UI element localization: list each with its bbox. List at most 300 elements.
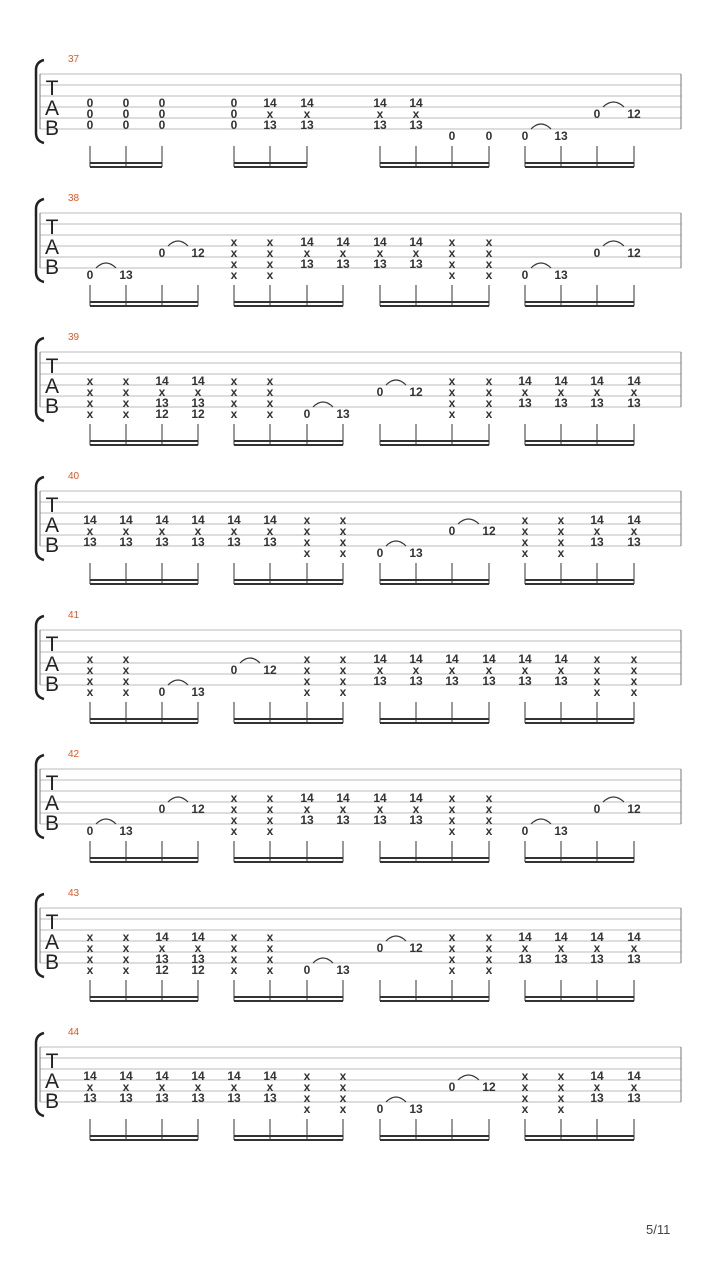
tab-system-42 bbox=[36, 749, 681, 863]
dead-note: x bbox=[230, 963, 238, 977]
dead-note: x bbox=[593, 1080, 601, 1094]
fret-number: 14 bbox=[227, 513, 241, 527]
fret-number: 13 bbox=[554, 268, 568, 282]
fret-number: 13 bbox=[627, 952, 641, 966]
dead-note: x bbox=[266, 107, 274, 121]
tie-arc bbox=[458, 519, 479, 524]
tab-clef-letter: B bbox=[44, 673, 60, 696]
dead-note: x bbox=[557, 1102, 565, 1116]
dead-note: x bbox=[339, 1102, 347, 1116]
dead-note: x bbox=[86, 941, 94, 955]
fret-number: 13 bbox=[155, 952, 169, 966]
fret-number: 12 bbox=[191, 407, 205, 421]
dead-note: x bbox=[448, 813, 456, 827]
fret-number: 14 bbox=[518, 930, 532, 944]
dead-note: x bbox=[303, 685, 311, 699]
fret-number: 0 bbox=[376, 941, 384, 955]
fret-number: 0 bbox=[158, 802, 166, 816]
beam-secondary bbox=[234, 444, 343, 446]
dead-note: x bbox=[86, 524, 94, 538]
dead-note: x bbox=[448, 374, 456, 388]
beam-secondary bbox=[90, 305, 198, 307]
dead-note: x bbox=[230, 235, 238, 249]
dead-note: x bbox=[194, 941, 202, 955]
dead-note: x bbox=[485, 824, 493, 838]
dead-note: x bbox=[339, 685, 347, 699]
dead-note: x bbox=[448, 268, 456, 282]
tie-arc bbox=[240, 658, 260, 663]
dead-note: x bbox=[593, 663, 601, 677]
dead-note: x bbox=[303, 1102, 311, 1116]
dead-note: x bbox=[303, 674, 311, 688]
dead-note: x bbox=[521, 1080, 529, 1094]
dead-note: x bbox=[630, 663, 638, 677]
dead-note: x bbox=[86, 674, 94, 688]
dead-note: x bbox=[339, 246, 347, 260]
dead-note: x bbox=[122, 930, 130, 944]
fret-number: 14 bbox=[83, 1069, 97, 1083]
fret-number: 0 bbox=[158, 246, 166, 260]
fret-number: 14 bbox=[155, 513, 169, 527]
beam-primary bbox=[234, 579, 343, 581]
beam-primary bbox=[380, 579, 489, 581]
fret-number: 13 bbox=[336, 257, 350, 271]
fret-number: 13 bbox=[191, 396, 205, 410]
beam-secondary bbox=[90, 1000, 198, 1002]
dead-note: x bbox=[485, 246, 493, 260]
fret-number: 0 bbox=[122, 118, 130, 132]
beam-secondary bbox=[525, 444, 634, 446]
fret-number: 14 bbox=[590, 930, 604, 944]
fret-number: 0 bbox=[593, 802, 601, 816]
fret-number: 13 bbox=[409, 674, 423, 688]
tab-clef-letter: T bbox=[45, 77, 59, 100]
dead-note: x bbox=[339, 674, 347, 688]
beam-secondary bbox=[90, 861, 198, 863]
beam-primary bbox=[380, 1135, 489, 1137]
beam-secondary bbox=[525, 722, 634, 724]
dead-note: x bbox=[266, 952, 274, 966]
beam-primary bbox=[525, 996, 634, 998]
dead-note: x bbox=[230, 941, 238, 955]
dead-note: x bbox=[593, 674, 601, 688]
beam-secondary bbox=[525, 583, 634, 585]
dead-note: x bbox=[230, 374, 238, 388]
fret-number: 14 bbox=[263, 1069, 277, 1083]
fret-number: 13 bbox=[191, 685, 205, 699]
dead-note: x bbox=[521, 535, 529, 549]
dead-note: x bbox=[86, 396, 94, 410]
dead-note: x bbox=[122, 963, 130, 977]
fret-number: 13 bbox=[263, 535, 277, 549]
beam-secondary bbox=[525, 305, 634, 307]
tab-clef-letter: B bbox=[44, 256, 60, 279]
dead-note: x bbox=[630, 685, 638, 699]
fret-number: 14 bbox=[445, 652, 459, 666]
dead-note: x bbox=[485, 407, 493, 421]
beam-secondary bbox=[90, 166, 162, 168]
beam-primary bbox=[90, 996, 198, 998]
dead-note: x bbox=[485, 941, 493, 955]
dead-note: x bbox=[158, 524, 166, 538]
fret-number: 14 bbox=[554, 930, 568, 944]
dead-note: x bbox=[485, 235, 493, 249]
tie-arc bbox=[531, 819, 551, 824]
measure-number: 41 bbox=[68, 610, 80, 621]
dead-note: x bbox=[521, 385, 529, 399]
fret-number: 14 bbox=[191, 1069, 205, 1083]
dead-note: x bbox=[448, 385, 456, 399]
tab-clef-letter: A bbox=[44, 514, 60, 537]
dead-note: x bbox=[339, 513, 347, 527]
beam-primary bbox=[234, 996, 343, 998]
dead-note: x bbox=[593, 652, 601, 666]
dead-note: x bbox=[230, 952, 238, 966]
dead-note: x bbox=[86, 685, 94, 699]
tab-system-39 bbox=[36, 332, 681, 446]
dead-note: x bbox=[376, 246, 384, 260]
dead-note: x bbox=[485, 396, 493, 410]
fret-number: 14 bbox=[518, 374, 532, 388]
dead-note: x bbox=[521, 941, 529, 955]
dead-note: x bbox=[230, 396, 238, 410]
fret-number: 0 bbox=[86, 107, 94, 121]
beam-primary bbox=[90, 301, 198, 303]
dead-note: x bbox=[448, 396, 456, 410]
fret-number: 14 bbox=[336, 791, 350, 805]
beam-primary bbox=[234, 162, 307, 164]
dead-note: x bbox=[122, 674, 130, 688]
dead-note: x bbox=[339, 535, 347, 549]
beam-secondary bbox=[380, 444, 489, 446]
tie-arc bbox=[603, 241, 624, 246]
fret-number: 14 bbox=[227, 1069, 241, 1083]
fret-number: 12 bbox=[155, 963, 169, 977]
fret-number: 14 bbox=[482, 652, 496, 666]
tab-system-40 bbox=[36, 471, 681, 585]
tie-arc bbox=[458, 1075, 479, 1080]
dead-note: x bbox=[521, 524, 529, 538]
dead-note: x bbox=[485, 963, 493, 977]
fret-number: 14 bbox=[191, 930, 205, 944]
dead-note: x bbox=[339, 524, 347, 538]
dead-note: x bbox=[230, 813, 238, 827]
fret-number: 12 bbox=[482, 1080, 496, 1094]
beam-secondary bbox=[234, 861, 343, 863]
fret-number: 14 bbox=[518, 652, 532, 666]
dead-note: x bbox=[448, 407, 456, 421]
fret-number: 14 bbox=[336, 235, 350, 249]
fret-number: 13 bbox=[554, 952, 568, 966]
dead-note: x bbox=[86, 385, 94, 399]
fret-number: 13 bbox=[263, 118, 277, 132]
dead-note: x bbox=[266, 941, 274, 955]
fret-number: 14 bbox=[627, 930, 641, 944]
fret-number: 14 bbox=[155, 374, 169, 388]
dead-note: x bbox=[339, 663, 347, 677]
dead-note: x bbox=[122, 941, 130, 955]
beam-primary bbox=[525, 162, 634, 164]
dead-note: x bbox=[593, 685, 601, 699]
fret-number: 14 bbox=[300, 96, 314, 110]
dead-note: x bbox=[266, 396, 274, 410]
beam-secondary bbox=[234, 583, 343, 585]
fret-number: 13 bbox=[263, 1091, 277, 1105]
dead-note: x bbox=[485, 813, 493, 827]
dead-note: x bbox=[122, 1080, 130, 1094]
fret-number: 12 bbox=[409, 385, 423, 399]
beam-secondary bbox=[90, 722, 198, 724]
tab-clef-letter: A bbox=[44, 792, 60, 815]
dead-note: x bbox=[230, 385, 238, 399]
fret-number: 13 bbox=[191, 952, 205, 966]
beam-primary bbox=[90, 1135, 198, 1137]
dead-note: x bbox=[230, 524, 238, 538]
tab-clef-letter: T bbox=[45, 772, 59, 795]
tie-arc bbox=[531, 124, 551, 129]
dead-note: x bbox=[230, 407, 238, 421]
dead-note: x bbox=[593, 524, 601, 538]
fret-number: 12 bbox=[191, 246, 205, 260]
fret-number: 13 bbox=[373, 813, 387, 827]
fret-number: 13 bbox=[119, 268, 133, 282]
dead-note: x bbox=[448, 235, 456, 249]
dead-note: x bbox=[303, 546, 311, 560]
beam-secondary bbox=[380, 1139, 489, 1141]
dead-note: x bbox=[339, 546, 347, 560]
fret-number: 0 bbox=[158, 107, 166, 121]
dead-note: x bbox=[448, 257, 456, 271]
fret-number: 14 bbox=[373, 96, 387, 110]
dead-note: x bbox=[448, 930, 456, 944]
dead-note: x bbox=[521, 1069, 529, 1083]
measure-number: 39 bbox=[68, 332, 80, 343]
fret-number: 13 bbox=[554, 396, 568, 410]
dead-note: x bbox=[521, 546, 529, 560]
fret-number: 12 bbox=[627, 246, 641, 260]
dead-note: x bbox=[266, 963, 274, 977]
dead-note: x bbox=[303, 652, 311, 666]
dead-note: x bbox=[521, 1091, 529, 1105]
tie-arc bbox=[168, 241, 188, 246]
fret-number: 13 bbox=[445, 674, 459, 688]
dead-note: x bbox=[485, 952, 493, 966]
dead-note: x bbox=[86, 407, 94, 421]
fret-number: 13 bbox=[336, 813, 350, 827]
dead-note: x bbox=[448, 963, 456, 977]
tie-arc bbox=[386, 936, 406, 941]
fret-number: 14 bbox=[590, 513, 604, 527]
beam-secondary bbox=[525, 166, 634, 168]
tab-clef-letter: T bbox=[45, 1050, 59, 1073]
tab-clef-letter: B bbox=[44, 117, 60, 140]
fret-number: 14 bbox=[373, 652, 387, 666]
dead-note: x bbox=[557, 546, 565, 560]
tie-arc bbox=[313, 958, 333, 963]
dead-note: x bbox=[521, 513, 529, 527]
beam-secondary bbox=[525, 1000, 634, 1002]
fret-number: 13 bbox=[155, 1091, 169, 1105]
fret-number: 0 bbox=[521, 129, 529, 143]
dead-note: x bbox=[122, 407, 130, 421]
dead-note: x bbox=[86, 663, 94, 677]
fret-number: 0 bbox=[122, 107, 130, 121]
beam-secondary bbox=[380, 305, 489, 307]
dead-note: x bbox=[86, 963, 94, 977]
fret-number: 14 bbox=[119, 1069, 133, 1083]
dead-note: x bbox=[266, 791, 274, 805]
tab-system-38 bbox=[36, 193, 681, 307]
fret-number: 0 bbox=[158, 96, 166, 110]
tab-clef-letter: A bbox=[44, 375, 60, 398]
fret-number: 13 bbox=[518, 674, 532, 688]
dead-note: x bbox=[303, 535, 311, 549]
fret-number: 14 bbox=[554, 652, 568, 666]
fret-number: 13 bbox=[590, 396, 604, 410]
beam-secondary bbox=[525, 1139, 634, 1141]
beam-secondary bbox=[380, 1000, 489, 1002]
fret-number: 14 bbox=[263, 513, 277, 527]
beam-secondary bbox=[90, 444, 198, 446]
fret-number: 13 bbox=[590, 952, 604, 966]
fret-number: 0 bbox=[122, 96, 130, 110]
dead-note: x bbox=[376, 663, 384, 677]
tie-arc bbox=[603, 797, 624, 802]
tie-arc bbox=[603, 102, 624, 107]
fret-number: 13 bbox=[373, 674, 387, 688]
dead-note: x bbox=[485, 791, 493, 805]
measure-number: 40 bbox=[68, 471, 80, 482]
fret-number: 13 bbox=[300, 813, 314, 827]
fret-number: 14 bbox=[300, 235, 314, 249]
dead-note: x bbox=[230, 268, 238, 282]
dead-note: x bbox=[448, 663, 456, 677]
dead-note: x bbox=[266, 813, 274, 827]
fret-number: 13 bbox=[155, 396, 169, 410]
dead-note: x bbox=[266, 374, 274, 388]
fret-number: 0 bbox=[448, 524, 456, 538]
fret-number: 14 bbox=[373, 791, 387, 805]
fret-number: 13 bbox=[554, 129, 568, 143]
fret-number: 0 bbox=[86, 824, 94, 838]
dead-note: x bbox=[412, 802, 420, 816]
fret-number: 14 bbox=[590, 1069, 604, 1083]
fret-number: 13 bbox=[590, 1091, 604, 1105]
fret-number: 0 bbox=[230, 107, 238, 121]
dead-note: x bbox=[557, 1069, 565, 1083]
fret-number: 13 bbox=[627, 396, 641, 410]
beam-primary bbox=[234, 301, 343, 303]
dead-note: x bbox=[266, 257, 274, 271]
fret-number: 14 bbox=[409, 791, 423, 805]
dead-note: x bbox=[266, 1080, 274, 1094]
tab-system-44 bbox=[36, 1027, 681, 1141]
fret-number: 0 bbox=[448, 1080, 456, 1094]
beam-primary bbox=[380, 162, 489, 164]
fret-number: 13 bbox=[227, 535, 241, 549]
fret-number: 12 bbox=[155, 407, 169, 421]
fret-number: 0 bbox=[521, 824, 529, 838]
beam-primary bbox=[234, 857, 343, 859]
dead-note: x bbox=[557, 524, 565, 538]
tab-clef-letter: B bbox=[44, 1090, 60, 1113]
dead-note: x bbox=[448, 802, 456, 816]
dead-note: x bbox=[339, 1091, 347, 1105]
fret-number: 0 bbox=[86, 96, 94, 110]
fret-number: 13 bbox=[119, 1091, 133, 1105]
beam-primary bbox=[380, 996, 489, 998]
fret-number: 12 bbox=[482, 524, 496, 538]
dead-note: x bbox=[194, 524, 202, 538]
dead-note: x bbox=[303, 1091, 311, 1105]
beam-primary bbox=[525, 718, 634, 720]
dead-note: x bbox=[230, 930, 238, 944]
dead-note: x bbox=[230, 246, 238, 260]
fret-number: 0 bbox=[376, 385, 384, 399]
dead-note: x bbox=[194, 1080, 202, 1094]
fret-number: 13 bbox=[482, 674, 496, 688]
fret-number: 14 bbox=[155, 930, 169, 944]
measure-number: 42 bbox=[68, 749, 80, 760]
dead-note: x bbox=[303, 663, 311, 677]
fret-number: 13 bbox=[627, 535, 641, 549]
fret-number: 14 bbox=[191, 374, 205, 388]
dead-note: x bbox=[266, 407, 274, 421]
fret-number: 14 bbox=[409, 652, 423, 666]
beam-secondary bbox=[234, 1139, 343, 1141]
beam-secondary bbox=[234, 166, 307, 168]
beam-secondary bbox=[90, 583, 198, 585]
dead-note: x bbox=[339, 802, 347, 816]
fret-number: 14 bbox=[83, 513, 97, 527]
fret-number: 0 bbox=[376, 1102, 384, 1116]
fret-number: 0 bbox=[303, 407, 311, 421]
dead-note: x bbox=[412, 663, 420, 677]
dead-note: x bbox=[412, 246, 420, 260]
tie-arc bbox=[313, 402, 333, 407]
fret-number: 14 bbox=[409, 235, 423, 249]
fret-number: 12 bbox=[409, 941, 423, 955]
dead-note: x bbox=[266, 802, 274, 816]
beam-primary bbox=[234, 718, 343, 720]
fret-number: 13 bbox=[300, 118, 314, 132]
measure-number: 43 bbox=[68, 888, 80, 899]
fret-number: 0 bbox=[521, 268, 529, 282]
fret-number: 0 bbox=[593, 246, 601, 260]
fret-number: 13 bbox=[409, 1102, 423, 1116]
dead-note: x bbox=[485, 930, 493, 944]
fret-number: 13 bbox=[83, 535, 97, 549]
dead-note: x bbox=[485, 385, 493, 399]
fret-number: 13 bbox=[300, 257, 314, 271]
fret-number: 0 bbox=[158, 118, 166, 132]
dead-note: x bbox=[303, 107, 311, 121]
fret-number: 13 bbox=[409, 257, 423, 271]
dead-note: x bbox=[593, 385, 601, 399]
dead-note: x bbox=[593, 941, 601, 955]
fret-number: 0 bbox=[230, 118, 238, 132]
beam-secondary bbox=[525, 861, 634, 863]
dead-note: x bbox=[266, 930, 274, 944]
dead-note: x bbox=[86, 1080, 94, 1094]
dead-note: x bbox=[448, 952, 456, 966]
measure-number: 38 bbox=[68, 193, 80, 204]
dead-note: x bbox=[448, 824, 456, 838]
dead-note: x bbox=[339, 652, 347, 666]
dead-note: x bbox=[630, 941, 638, 955]
fret-number: 0 bbox=[485, 129, 493, 143]
dead-note: x bbox=[303, 524, 311, 538]
